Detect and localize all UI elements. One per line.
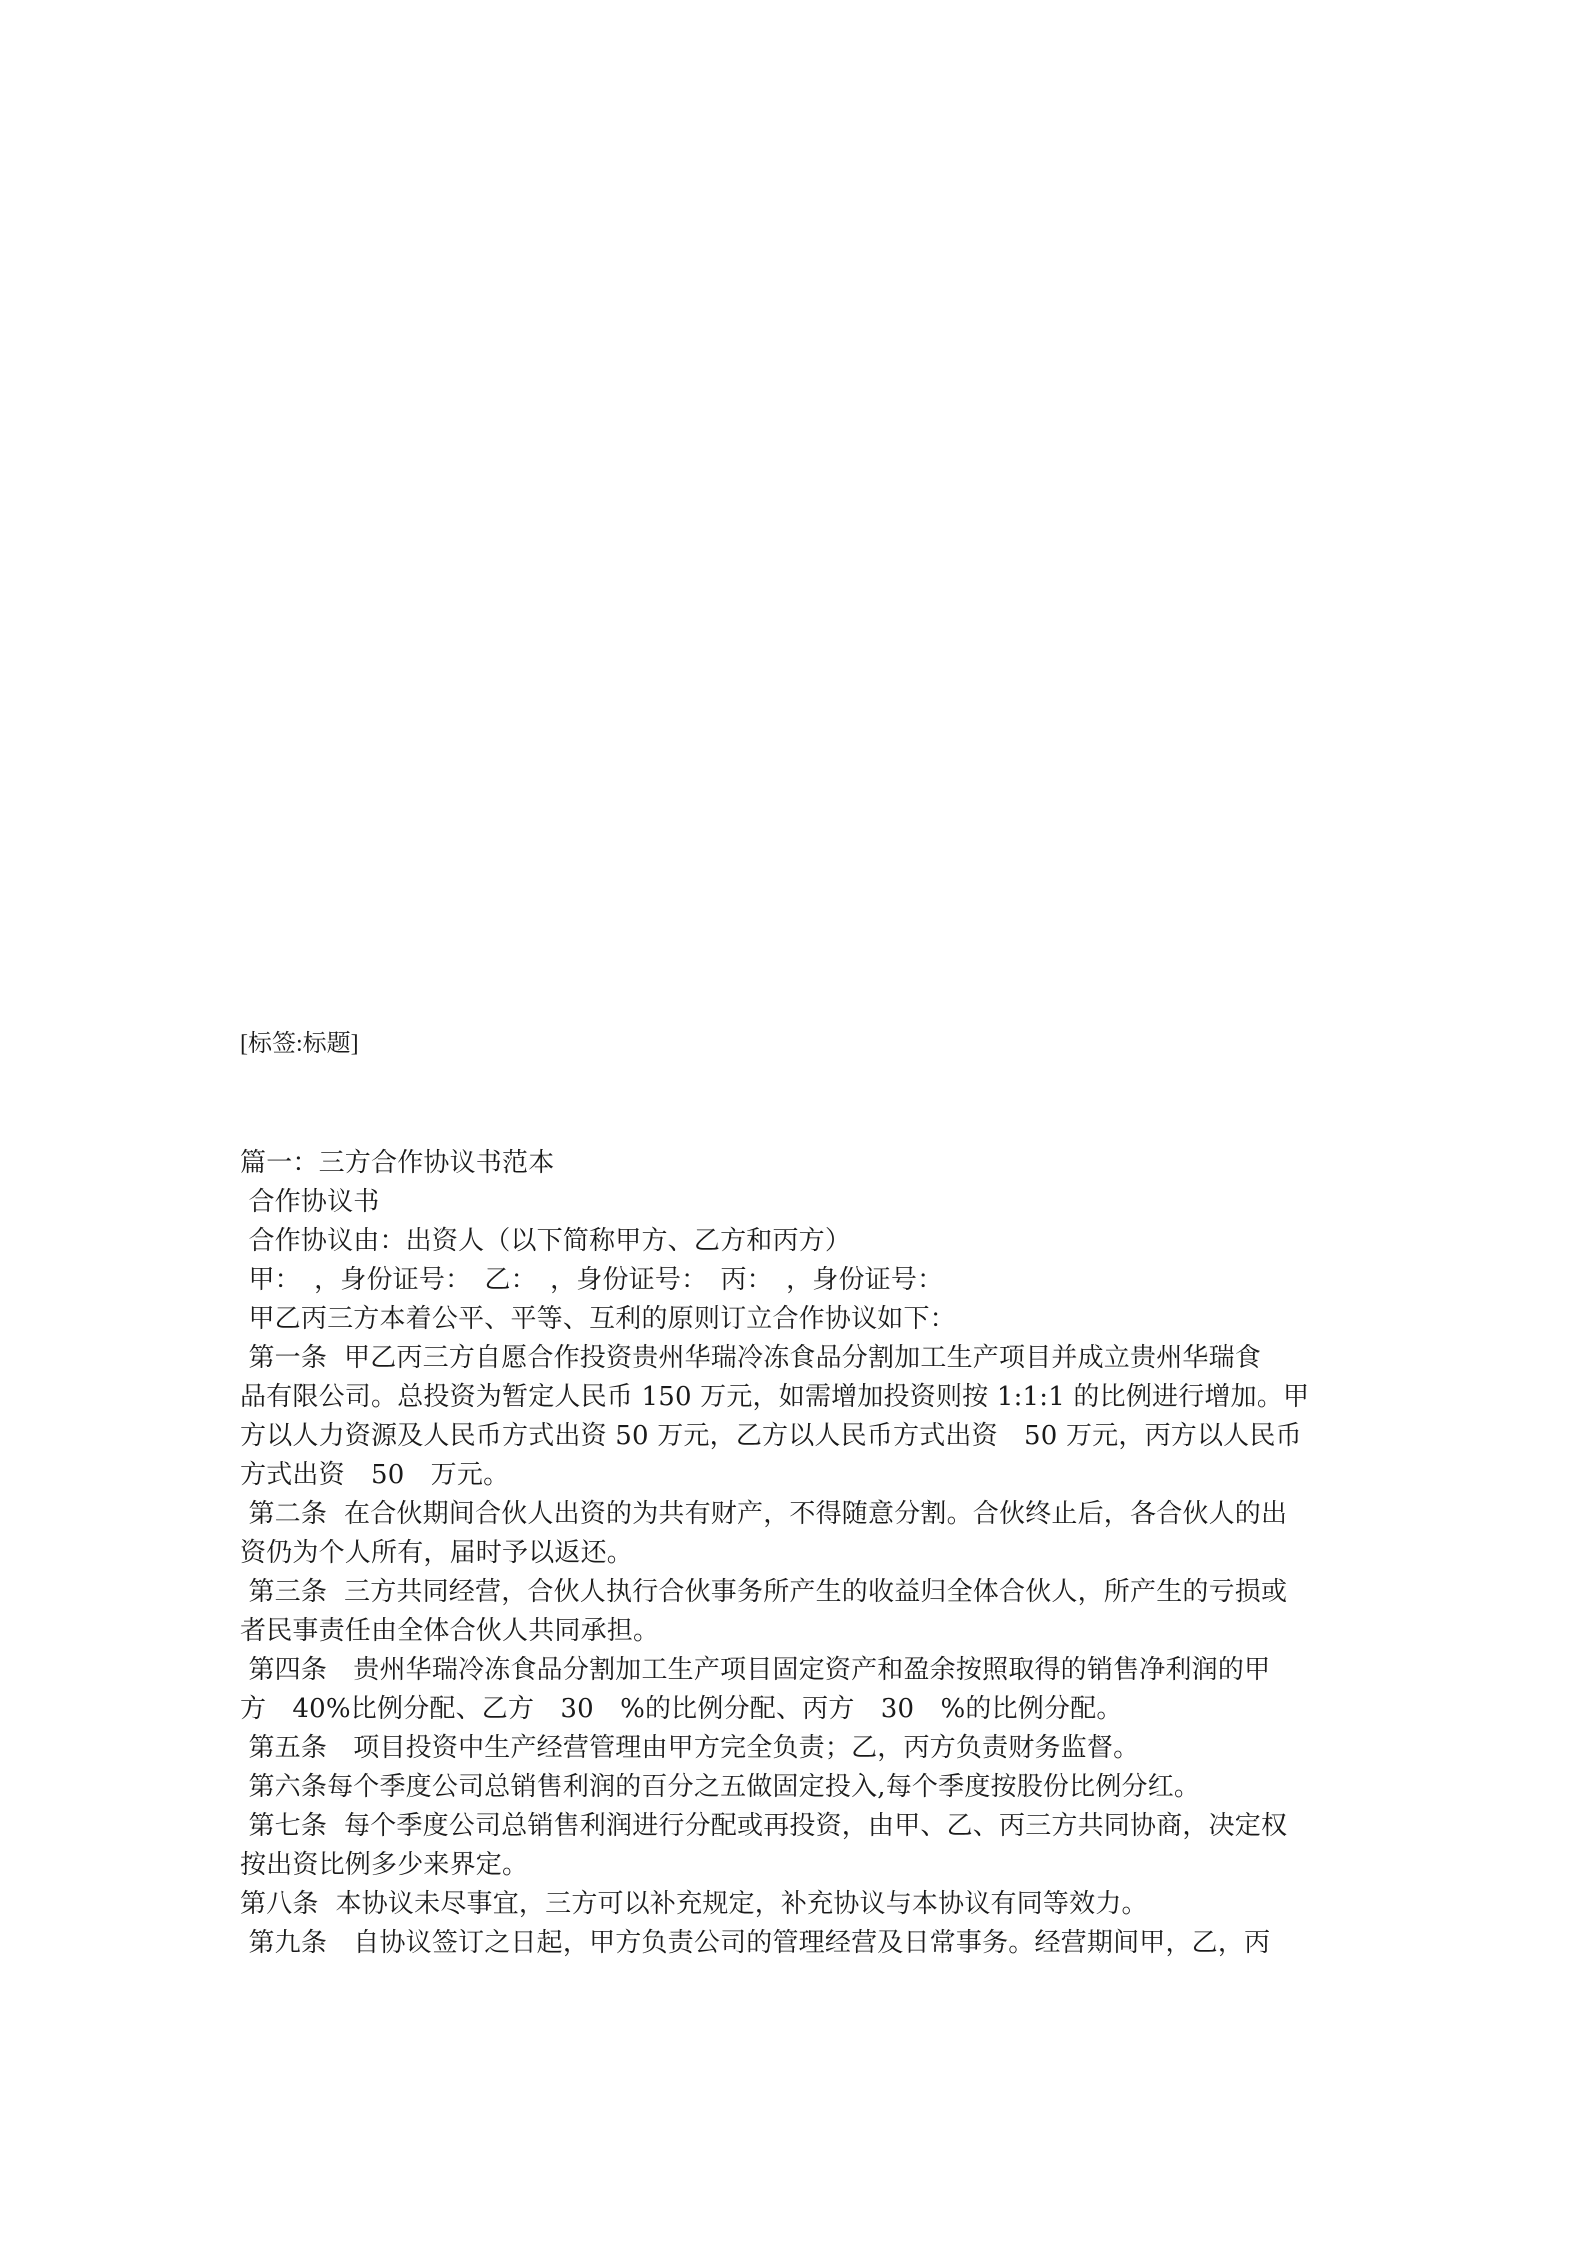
article-5-line: 第五条 项目投资中生产经营管理由甲方完全负责；乙，丙方负责财务监督。 (240, 1733, 1140, 1763)
article-1-line: 方式出资 50 万元。 (240, 1460, 510, 1490)
section-heading: 篇一：三方合作协议书范本 (240, 1148, 555, 1178)
article-2-line: 资仍为个人所有，届时予以返还。 (240, 1538, 634, 1568)
article-1-line: 第一条 甲乙丙三方自愿合作投资贵州华瑞冷冻食品分割加工生产项目并成立贵州华瑞食 (240, 1343, 1261, 1373)
article-6-line: 第六条每个季度公司总销售利润的百分之五做固定投入,每个季度按股份比例分红。 (240, 1772, 1201, 1802)
paragraph-line: 合作协议由：出资人（以下简称甲方、乙方和丙方） (240, 1226, 852, 1256)
tag-title-placeholder: [标签:标题] (240, 1031, 359, 1057)
article-3-line: 者民事责任由全体合伙人共同承担。 (240, 1616, 660, 1646)
article-8-line: 第八条 本协议未尽事宜，三方可以补充规定，补充协议与本协议有同等效力。 (240, 1889, 1148, 1919)
article-3-line: 第三条 三方共同经营，合伙人执行合伙事务所产生的收益归全体合伙人，所产生的亏损或 (240, 1577, 1288, 1607)
parties-line: 甲： ，身份证号： 乙： ，身份证号： 丙： ，身份证号： (240, 1265, 944, 1295)
article-4-line: 方 40%比例分配、乙方 30 %的比例分配、丙方 30 %的比例分配。 (240, 1694, 1123, 1724)
article-1-line: 方以人力资源及人民币方式出资 50 万元，乙方以人民币方式出资 50 万元，丙方以人民币 (240, 1421, 1302, 1451)
article-2-line: 第二条 在合伙期间合伙人出资的为共有财产，不得随意分割。合伙终止后，各合伙人的出 (240, 1499, 1288, 1529)
agreement-body (240, 1144, 1352, 1963)
article-1-line: 品有限公司。总投资为暂定人民币 150 万元，如需增加投资则按 1:1:1 的比例进行增加。甲 (240, 1382, 1310, 1412)
article-4-line: 第四条 贵州华瑞冷冻食品分割加工生产项目固定资产和盈余按照取得的销售净利润的甲 (240, 1655, 1271, 1685)
article-7-line: 第七条 每个季度公司总销售利润进行分配或再投资，由甲、乙、丙三方共同协商，决定权 (240, 1811, 1288, 1841)
paragraph-line: 甲乙丙三方本着公平、平等、互利的原则订立合作协议如下： (240, 1304, 956, 1334)
article-7-line: 按出资比例多少来界定。 (240, 1850, 529, 1880)
document-title: 合作协议书 (240, 1187, 380, 1217)
article-9-line: 第九条 自协议签订之日起，甲方负责公司的管理经营及日常事务。经营期间甲，乙，丙 (240, 1928, 1271, 1958)
